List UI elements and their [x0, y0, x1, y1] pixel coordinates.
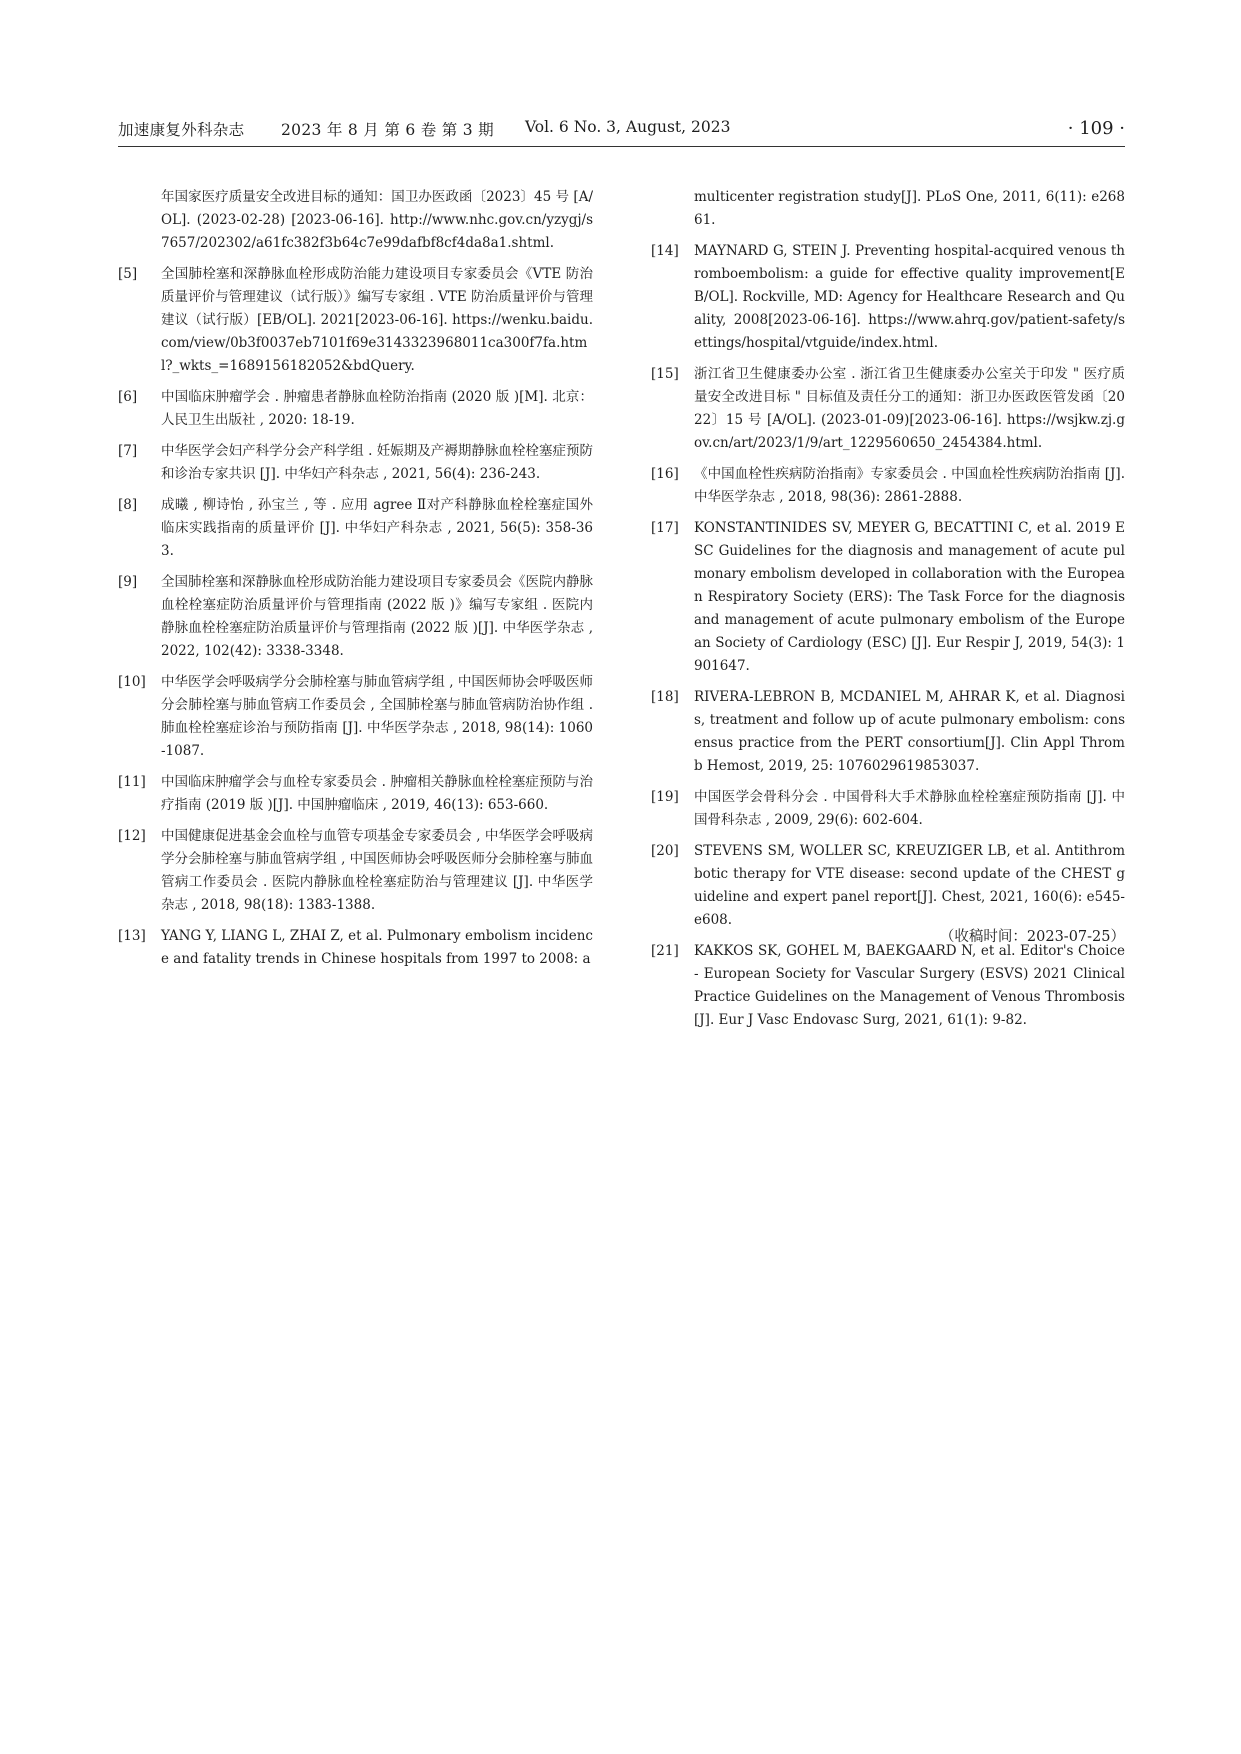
- reference-number: [17]: [651, 520, 679, 536]
- reference-number: [16]: [651, 466, 679, 482]
- journal-name: 加速康复外科杂志: [118, 121, 245, 139]
- reference-number: [18]: [651, 689, 679, 705]
- right-column: [651, 186, 1125, 1040]
- reference-text: STEVENS SM, WOLLER SC, KREUZIGER LB, et al. Antithrombotic therapy for VTE disease: second update of the CHEST guideline and expert panel report[J]. Chest, 2021, 160(6): e545-e608.: [694, 843, 1125, 928]
- reference-text: 中国临床肿瘤学会与血栓专家委员会 . 肿瘤相关静脉血栓栓塞症预防与治疗指南 (2019 版 )[J]. 中国肿瘤临床 , 2019, 46(13): 653-660.: [161, 774, 593, 813]
- left-column: [118, 186, 593, 979]
- reference-number: [20]: [651, 843, 679, 859]
- reference-text: 中华医学会妇产科学分会产科学组 . 妊娠期及产褥期静脉血栓栓塞症预防和诊治专家共识 [J]. 中华妇产科杂志 , 2021, 56(4): 236-243.: [161, 443, 593, 482]
- reference-item: [118, 494, 593, 563]
- reference-item: [118, 671, 593, 763]
- reference-item: [118, 925, 593, 971]
- reference-text: 中国健康促进基金会血栓与血管专项基金专家委员会 , 中华医学会呼吸病学分会肺栓塞与肺血管病学组 , 中国医师协会呼吸医师分会肺栓塞与肺血管病工作委员会 . 医院内静脉血栓栓塞症防治与管理建议 [J]. 中华医学杂志 , 2018, 98(18): 1383-1388.: [161, 828, 593, 913]
- reference-text: 全国肺栓塞和深静脉血栓形成防治能力建设项目专家委员会《VTE 防治质量评价与管理建议（试行版）》编写专家组 . VTE 防治质量评价与管理建议（试行版）[EB/OL]. 2021[2023-06-16]. https://wenku.baidu.com/view/0b3f0037eb7101f69e3143323968011ca300f7fa.html?_wkts_=1689156182052&bdQuery.: [161, 266, 593, 374]
- reference-item: [651, 363, 1125, 455]
- reference-text: KAKKOS SK, GOHEL M, BAEKGAARD N, et al. Editor's Choice - European Society for Vascular Surgery (ESVS) 2021 Clinical Practice Guidelines on the Management of Venous Thrombosis[J]. Eur J Vasc Endovasc Surg, 2021, 61(1): 9-82.: [694, 943, 1125, 1028]
- reference-text: 浙江省卫生健康委办公室 . 浙江省卫生健康委办公室关于印发 " 医疗质量安全改进目标 " 目标值及责任分工的通知：浙卫办医政医管发函〔2022〕15 号 [A/OL]. (2023-01-09)[2023-06-16]. https://wsjkw.zj.gov.cn/art/2023/1/9/art_1229560650_2454384.html.: [694, 366, 1125, 451]
- reference-number: [21]: [651, 943, 679, 959]
- reference-item: [118, 825, 593, 917]
- reference-continuation: multicenter registration study[J]. PLoS One, 2011, 6(11): e26861.: [694, 189, 1125, 228]
- reference-text: 中国临床肿瘤学会 . 肿瘤患者静脉血栓防治指南 (2020 版 )[M]. 北京：人民卫生出版社 , 2020: 18-19.: [161, 389, 593, 428]
- reference-text: YANG Y, LIANG L, ZHAI Z, et al. Pulmonary embolism incidence and fatality trends in Chinese hospitals from 1997 to 2008: a: [161, 928, 593, 967]
- reference-item: [118, 263, 593, 378]
- volume-info: Vol. 6 No. 3, August, 2023: [525, 118, 731, 136]
- reference-text: 全国肺栓塞和深静脉血栓形成防治能力建设项目专家委员会《医院内静脉血栓栓塞症防治质量评价与管理指南 (2022 版 )》编写专家组 . 医院内静脉血栓栓塞症防治质量评价与管理指南 (2022 版 )[J]. 中华医学杂志 , 2022, 102(42): 3338-3348.: [161, 574, 593, 659]
- reference-number: [14]: [651, 243, 679, 259]
- reference-continuation: 年国家医疗质量安全改进目标的通知：国卫办医政函〔2023〕45 号 [A/OL]. (2023-02-28) [2023-06-16]. http://www.nhc.gov.cn/yzygj/s7657/202302/a61fc382f3b64c7e99dafbf8cf4da8a1.shtml.: [161, 189, 593, 251]
- reference-item: [651, 240, 1125, 355]
- reference-item: [651, 786, 1125, 832]
- reference-number: [15]: [651, 366, 679, 382]
- reference-number: [6]: [118, 389, 138, 405]
- reference-number: [12]: [118, 828, 146, 844]
- reference-number: [7]: [118, 443, 138, 459]
- reference-text: 中国医学会骨科分会 . 中国骨科大手术静脉血栓栓塞症预防指南 [J]. 中国骨科杂志 , 2009, 29(6): 602-604.: [694, 789, 1125, 828]
- reference-number: [19]: [651, 789, 679, 805]
- reference-number: [9]: [118, 574, 138, 590]
- reference-number: [11]: [118, 774, 146, 790]
- reference-number: [10]: [118, 674, 146, 690]
- reference-item: [118, 386, 593, 432]
- reference-item: [651, 686, 1125, 778]
- reference-item: [118, 440, 593, 486]
- reference-item: [651, 517, 1125, 678]
- reference-item: [651, 940, 1125, 1032]
- reference-text: 《中国血栓性疾病防治指南》专家委员会 . 中国血栓性疾病防治指南 [J]. 中华医学杂志 , 2018, 98(36): 2861-2888.: [694, 466, 1125, 505]
- running-header: [118, 118, 1125, 146]
- received-date: （收稿时间：2023-07-25）: [939, 929, 1125, 945]
- reference-item: [118, 771, 593, 817]
- reference-text: MAYNARD G, STEIN J. Preventing hospital-acquired venous thromboembolism: a guide for effective quality improvement[EB/OL]. Rockville, MD: Agency for Healthcare Research and Quality, 2008[2023-06-16]. https://www.ahrq.gov/patient-safety/settings/hospital/vtguide/index.html.: [694, 243, 1125, 351]
- issue-info: 2023 年 8 月 第 6 卷 第 3 期: [281, 121, 494, 139]
- reference-text: RIVERA-LEBRON B, MCDANIEL M, AHRAR K, et al. Diagnosis, treatment and follow up of acute pulmonary embolism: consensus practice from the PERT consortium[J]. Clin Appl Thromb Hemost, 2019, 25: 1076029619853037.: [694, 689, 1125, 774]
- reference-text: 成曦 , 柳诗怡 , 孙宝兰 , 等 . 应用 agree Ⅱ对产科静脉血栓栓塞症国外临床实践指南的质量评价 [J]. 中华妇产科杂志 , 2021, 56(5): 358-363.: [161, 497, 593, 559]
- reference-item: [651, 463, 1125, 509]
- reference-number: [8]: [118, 497, 138, 513]
- reference-item: [651, 840, 1125, 932]
- reference-text: KONSTANTINIDES SV, MEYER G, BECATTINI C, et al. 2019 ESC Guidelines for the diagnosis and management of acute pulmonary embolism developed in collaboration with the European Respiratory Society (ERS): The Task Force for the diagnosis and management of acute pulmonary embolism of the European Society of Cardiology (ESC) [J]. Eur Respir J, 2019, 54(3): 1901647.: [694, 520, 1125, 674]
- reference-number: [5]: [118, 266, 138, 282]
- reference-number: [13]: [118, 928, 146, 944]
- page-number: · 109 ·: [1067, 118, 1125, 139]
- reference-text: 中华医学会呼吸病学分会肺栓塞与肺血管病学组 , 中国医师协会呼吸医师分会肺栓塞与肺血管病工作委员会 , 全国肺栓塞与肺血管病防治协作组 . 肺血栓栓塞症诊治与预防指南 [J]. 中华医学杂志 , 2018, 98(14): 1060-1087.: [161, 674, 593, 759]
- reference-item: [118, 571, 593, 663]
- header-divider: [118, 146, 1125, 147]
